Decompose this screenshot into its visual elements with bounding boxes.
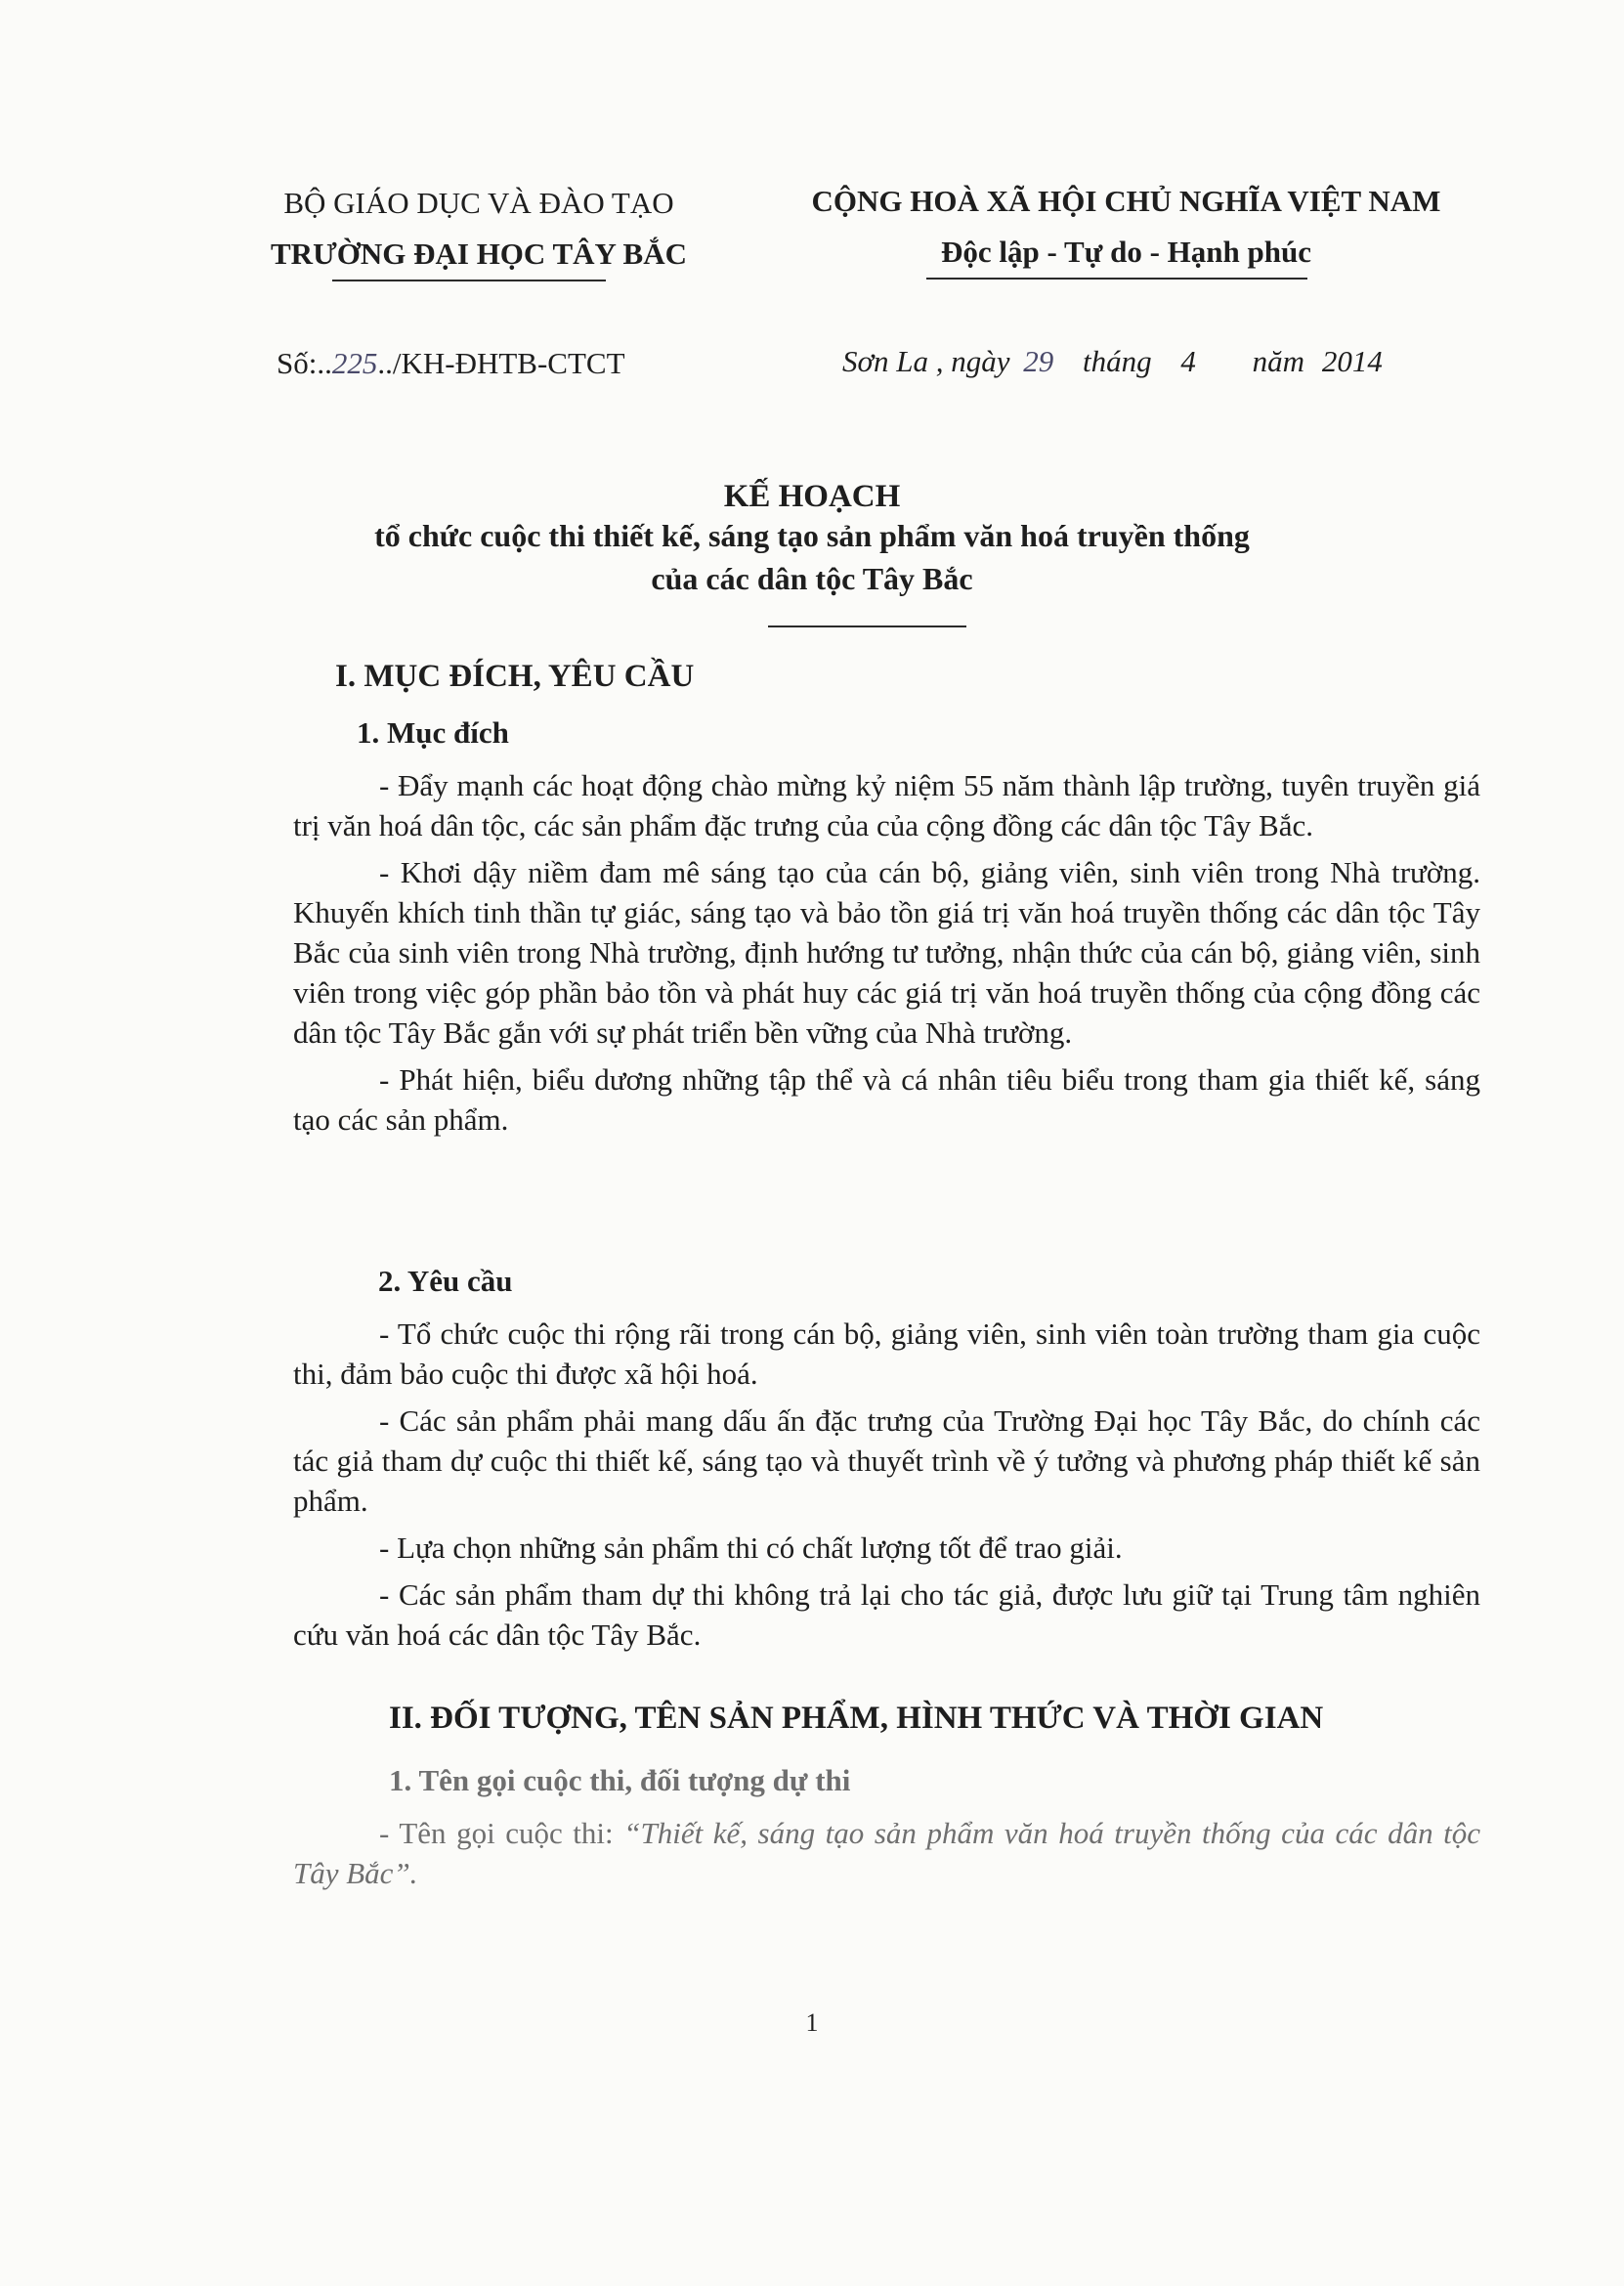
paragraph: - Đẩy mạnh các hoạt động chào mừng kỷ niệm 55 năm thành lập trường, tuyên truyền giá trị văn hoá dân tộc, các sản phẩm đặc trưng của của cộng đồng các dân tộc Tây Bắc. [293,768,1480,842]
section-2-1-body [293,1813,1480,1900]
section-1-heading: I. MỤC ĐÍCH, YÊU CẦU [335,659,695,694]
page-number: 1 [805,2008,819,2037]
date-place: Sơn La , ngày [842,344,1010,378]
date-month: 4 [1180,344,1196,378]
university-name: TRƯỜNG ĐẠI HỌC TÂY BẮC [271,237,687,271]
title-line-1: tổ chức cuộc thi thiết kế, sáng tạo sản phẩm văn hoá truyền thống [374,518,1250,553]
section-2-1-heading: 1. Tên gọi cuộc thi, đối tượng dự thi [389,1763,851,1797]
paragraph: - Khơi dậy niềm đam mê sáng tạo của cán bộ, giảng viên, sinh viên trong Nhà trường. Khuyến khích tinh thần tự giác, sáng tạo và bảo tồn giá trị văn hoá truyền thống các dân tộc Tây Bắc của sinh viên trong Nhà trường, định hướng tư tưởng, nhận thức của cán bộ, giảng viên, sinh viên trong việc góp phần bảo tồn và phát huy các giá trị văn hoá truyền thống của cộng đồng các dân tộc Tây Bắc gắn với sự phát triển bền vững của Nhà trường. [293,855,1480,1050]
date-day: 29 [1023,344,1054,378]
date-month-label: tháng [1083,344,1152,378]
section-2-heading: II. ĐỐI TƯỢNG, TÊN SẢN PHẨM, HÌNH THỨC VÀ THỜI GIAN [389,1701,1324,1736]
date-year: 2014 [1321,344,1383,378]
republic-name: CỘNG HOÀ XÃ HỘI CHỦ NGHĨA VIỆT NAM [811,184,1441,218]
ministry-name: BỘ GIÁO DỤC VÀ ĐÀO TẠO [283,186,674,220]
title-line-2: của các dân tộc Tây Bắc [651,561,973,596]
title-divider [768,625,966,627]
date-line [842,344,1383,379]
paragraph [293,1813,1480,1893]
date-year-label: năm [1252,344,1305,378]
paragraph: - Các sản phẩm tham dự thi không trả lại cho tác giả, được lưu giữ tại Trung tâm nghiên cứu văn hoá các dân tộc Tây Bắc. [293,1577,1480,1652]
number-prefix: Số:.. [277,346,332,380]
paragraph: - Phát hiện, biểu dương những tập thể và cá nhân tiêu biểu trong tham gia thiết kế, sáng tạo các sản phẩm. [293,1062,1480,1137]
paragraph: - Các sản phẩm phải mang dấu ấn đặc trưng của Trường Đại học Tây Bắc, do chính các tác giả tham dự cuộc thi thiết kế, sáng tạo và thuyết trình về ý tưởng và phương pháp thiết kế sản phẩm. [293,1403,1480,1518]
paragraph: - Tổ chức cuộc thi rộng rãi trong cán bộ, giảng viên, sinh viên toàn trường tham gia cuộc thi, đảm bảo cuộc thi được xã hội hoá. [293,1316,1480,1391]
number-value: 225 [331,346,378,380]
national-motto: Độc lập - Tự do - Hạnh phúc [941,235,1311,269]
motto-underline [926,278,1307,280]
contest-name-label: - Tên gọi cuộc thi: [379,1816,614,1850]
section-1-2-body [293,1314,1480,1661]
section-1-1-heading: 1. Mục đích [357,715,509,750]
university-underline [332,280,606,281]
section-1-2-heading: 2. Yêu cầu [378,1264,513,1298]
paragraph: - Lựa chọn những sản phẩm thi có chất lượng tốt để trao giải. [379,1531,1123,1565]
document-title: KẾ HOẠCH [723,479,901,514]
section-1-1-body [293,765,1480,1146]
document-number [277,346,625,381]
number-suffix: ../KH-ĐHTB-CTCT [377,346,625,380]
contest-name: “Thiết kế, sáng tạo sản phẩm văn hoá truyền thống của các dân tộc Tây Bắc”. [293,1816,1480,1890]
